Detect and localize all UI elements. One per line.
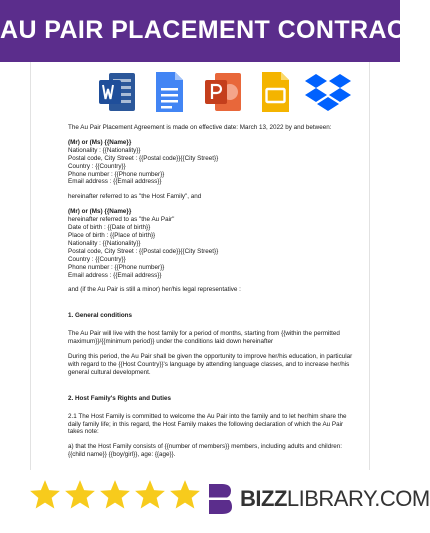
host-family-detail: Phone number : {{Phone number}} — [68, 170, 165, 178]
host-family-rights-paragraph: 2.1 The Host Family is committed to welcome the Au Pair into the family and to let her/him share the daily family life; in this regard, the Host Family makes the following declaration of which the Au Pair takes note: — [68, 412, 347, 436]
au-pair-detail: Date of birth : {{Date of birth}} — [68, 224, 151, 232]
footer-bar — [0, 470, 430, 533]
intro-line: The Au Pair Placement Agreement is made on effective date: March 13, 2022 by and between: — [68, 124, 332, 131]
bizzlibrary-logo-icon — [207, 482, 233, 516]
app-icons-row — [97, 70, 373, 114]
au-pair-detail: Nationality : {{Nationality}} — [68, 239, 141, 247]
star-icon — [63, 478, 97, 512]
bizzlibrary-brand[interactable] — [240, 486, 430, 512]
powerpoint-icon[interactable] — [203, 70, 243, 114]
au-pair-detail: hereinafter referred to as "the Au Pair" — [68, 216, 175, 224]
host-family-rights-paragraph: a) that the Host Family consists of {{number of members}} members, including adults and children: {{child name}} {{boy/girl}}, age: {{age}}. — [68, 443, 343, 459]
au-pair-detail: Postal code, City Street : {{Postal code}}{{City Street}} — [68, 247, 219, 255]
host-family-detail: Country : {{Country}} — [68, 162, 126, 170]
brand-bold-part: BIZZ — [240, 486, 287, 511]
host-family-name: (Mr) or (Ms) {{Name}} — [68, 138, 132, 146]
star-icon — [98, 478, 132, 512]
legal-representative-line: and (if the Au Pair is still a minor) her/his legal representative : — [68, 286, 241, 294]
host-family-detail: Nationality : {{Nationality}} — [68, 146, 141, 154]
star-icon — [133, 478, 167, 512]
word-icon[interactable] — [97, 70, 137, 114]
rating-stars — [28, 478, 203, 526]
host-family-detail: Email address : {{Email address}} — [68, 178, 162, 186]
au-pair-detail: Email address : {{Email address}} — [68, 271, 162, 279]
au-pair-detail: Phone number : {{Phone number}} — [68, 263, 165, 271]
au-pair-name: (Mr) or (Ms) {{Name}} — [68, 208, 132, 216]
google-docs-icon[interactable] — [149, 70, 189, 114]
general-conditions-paragraph: During this period, the Au Pair shall be given the opportunity to improve her/his education, in particular with regard to the {{Host Country}}'s language by attending language classes, and to increase her/his general cultural development. — [68, 353, 353, 376]
document-body — [68, 124, 358, 459]
star-icon — [168, 478, 202, 512]
page-title: AU PAIR PLACEMENT CONTRACT — [0, 16, 422, 44]
section-heading-general-conditions: 1. General conditions — [68, 312, 133, 320]
document-page — [30, 62, 370, 533]
dropbox-icon[interactable] — [303, 70, 353, 114]
host-family-detail: Postal code, City Street : {{Postal code}}{{City Street}} — [68, 154, 219, 162]
section-heading-host-family-rights: 2. Host Family's Rights and Duties — [68, 394, 171, 402]
brand-rest-part: LIBRARY.COM — [286, 486, 430, 511]
star-icon — [28, 478, 62, 512]
au-pair-detail: Country : {{Country}} — [68, 255, 126, 263]
host-family-reference: hereinafter referred to as "the Host Family", and — [68, 193, 202, 201]
general-conditions-paragraph: The Au Pair will live with the host family for a period of months, starting from {{within the permitted maximum}}/{{minimum period}} under the conditions laid down hereinafter — [68, 330, 340, 346]
au-pair-detail: Place of birth : {{Place of birth}} — [68, 231, 156, 239]
title-banner — [0, 0, 422, 62]
google-slides-icon[interactable] — [255, 70, 295, 114]
